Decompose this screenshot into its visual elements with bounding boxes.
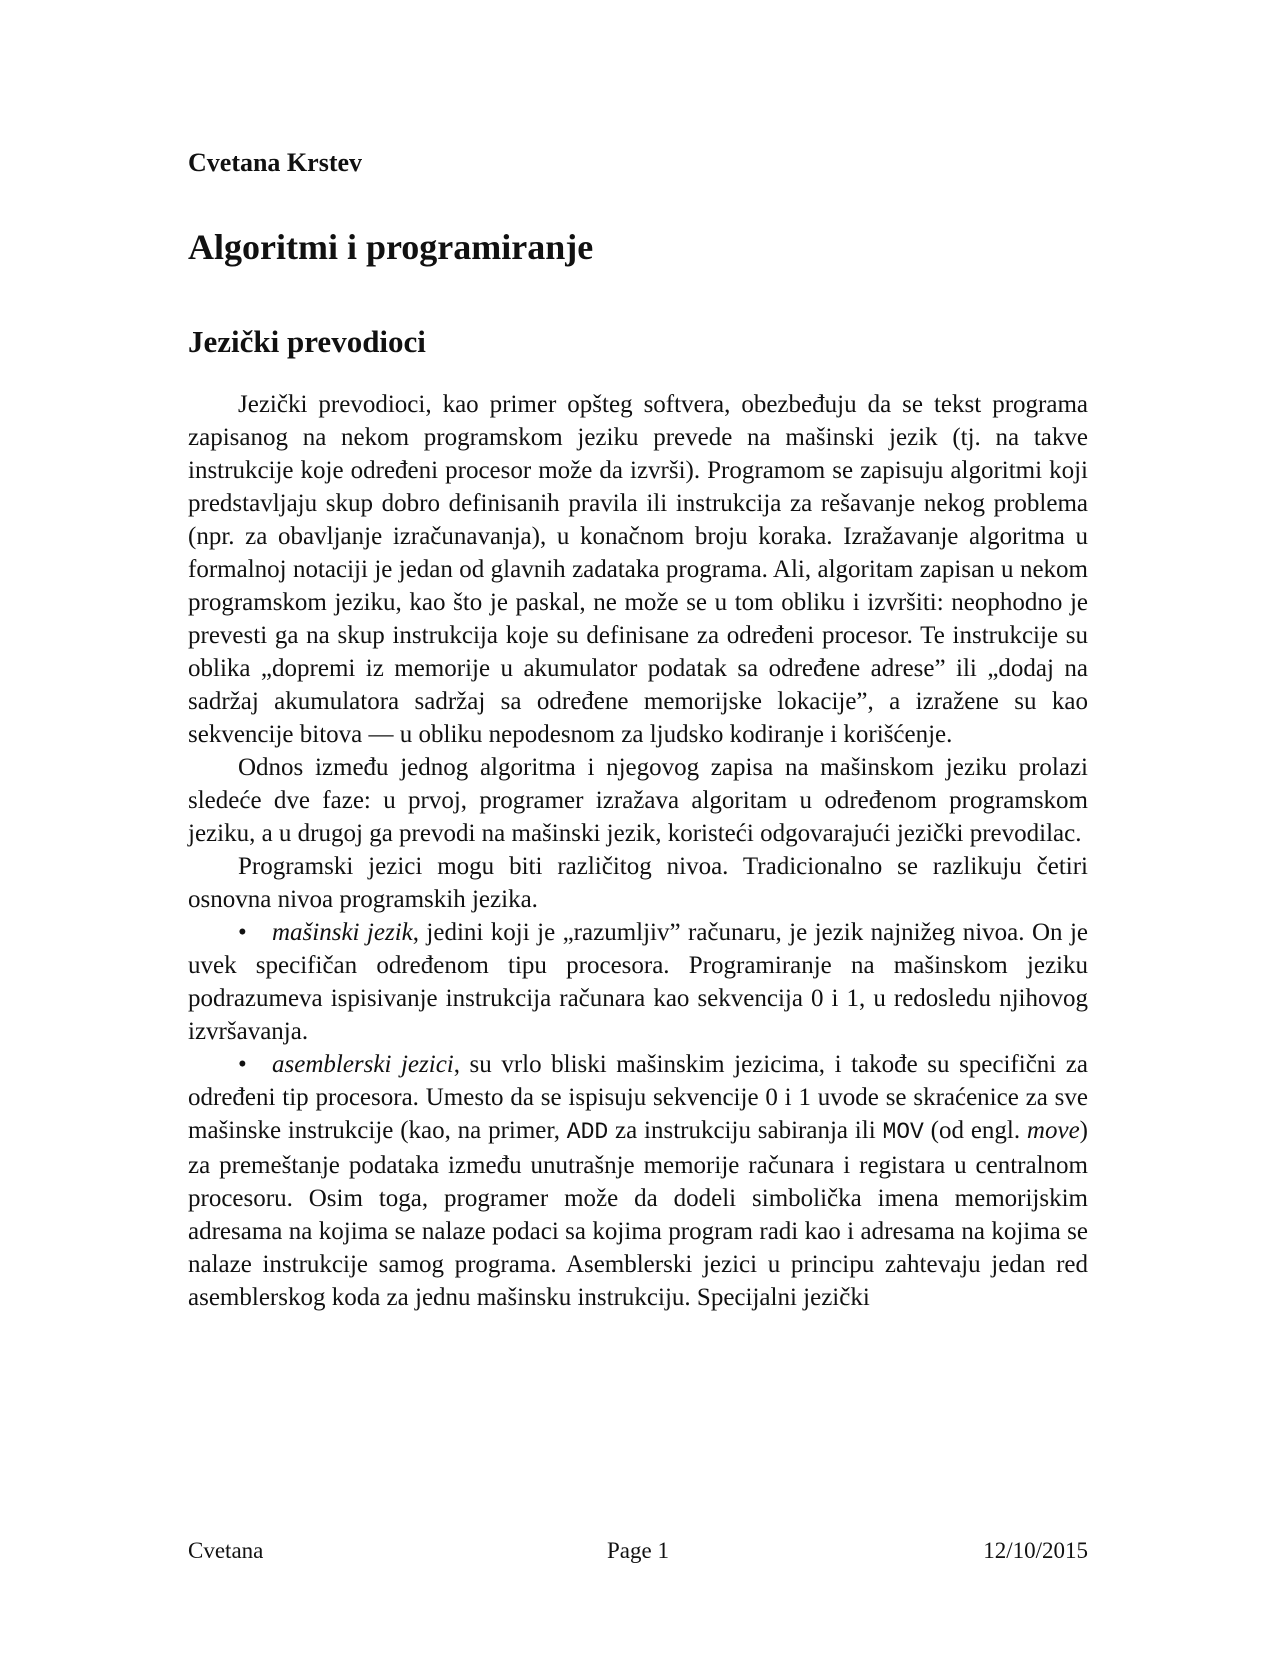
bullet-item-assembly-languages	[188, 1048, 1088, 1314]
bullet-text: ) za premeštanje podataka između unutrašnje memorije računara i registara u centralnom procesoru. Osim toga, programer može da dodeli simbolička imena memorijskim adresama na kojima se nalaze podaci sa kojima program radi kao i adresama na kojima se nalaze instrukcije samog programa. Asemblerski jezici u principu zahtevaju jedan red asemblerskog koda za jednu mašinsku instrukciju. Specijalni jezički	[188, 1117, 1088, 1311]
bullet-icon: •	[238, 1051, 247, 1078]
bullet-item-machine-language	[188, 916, 1088, 1048]
code-mov: MOV	[882, 1119, 924, 1145]
paragraph-2: Odnos između jednog algoritma i njegovog zapisa na mašinskom jeziku prolazi sledeće dve faze: u prvoj, programer izražava algoritam u određenom programskom jeziku, a u drugoj ga prevodi na mašinski jezik, koristeći odgovarajući jezički prevodilac.	[188, 754, 1088, 847]
footer-date: 12/10/2015	[983, 1538, 1088, 1563]
section-title: Jezički prevodioci	[188, 324, 426, 359]
document-title: Algoritmi i programiranje	[188, 227, 594, 267]
bullet-text: (od engl.	[923, 1117, 1027, 1144]
body-text	[188, 388, 1088, 1314]
bullet-text: za instrukciju sabiranja ili	[608, 1117, 883, 1144]
term-machine-language: mašinski jezik	[272, 919, 413, 946]
bullet-icon: •	[238, 919, 247, 946]
code-add: ADD	[566, 1119, 609, 1145]
page-footer	[188, 1538, 1088, 1570]
author-name: Cvetana Krstev	[188, 148, 363, 177]
footer-author: Cvetana	[188, 1538, 264, 1563]
term-assembly-languages: asemblerski jezici	[272, 1051, 454, 1078]
term-move: move	[1026, 1117, 1080, 1144]
footer-page-number: Page 1	[607, 1538, 669, 1563]
bullet-text: , jedini koji je „razumljiv” računaru, je jezik najnižeg nivoa. On je uvek specifičan određenom tipu procesora. Programiranje na mašinskom jeziku podrazumeva ispisivanje instrukcija računara kao sekvencija 0 i 1, u redosledu njihovog izvršavanja.	[188, 919, 1088, 1045]
paragraph-1: Jezički prevodioci, kao primer opšteg softvera, obezbeđuju da se tekst programa zapisanog na nekom programskom jeziku prevede na mašinski jezik (tj. na takve instrukcije koje određeni procesor može da izvrši). Programom se zapisuju algoritmi koji predstavljaju skup dobro definisanih pravila ili instrukcija za rešavanje nekog problema (npr. za obavljanje izračunavanja), u konačnom broju koraka. Izražavanje algoritma u formalnoj notaciji je jedan od glavnih zadataka programa. Ali, algoritam zapisan u nekom programskom jeziku, kao što je paskal, ne može se u tom obliku i izvršiti: neophodno je prevesti ga na skup instrukcija koje su definisane za određeni procesor. Te instrukcije su oblika „dopremi iz memorije u akumulator podatak sa određene adrese” ili „dodaj na sadržaj akumulatora sadržaj sa određene memorijske lokacije”, a izražene su kao sekvencije bitova — u obliku nepodesnom za ljudsko kodiranje i korišćenje.	[188, 391, 1088, 748]
bullet-text: , su vrlo bliski mašinskim jezicima, i takođe su specifični za određeni tip procesora. Umesto da se ispisuju sekvencije 0 i 1 uvode se skraćenice za sve mašinske instrukcije (kao, na primer,	[188, 1051, 1088, 1144]
paragraph-3: Programski jezici mogu biti različitog nivoa. Tradicionalno se razlikuju četiri osnovna nivoa programskih jezika.	[188, 853, 1088, 913]
